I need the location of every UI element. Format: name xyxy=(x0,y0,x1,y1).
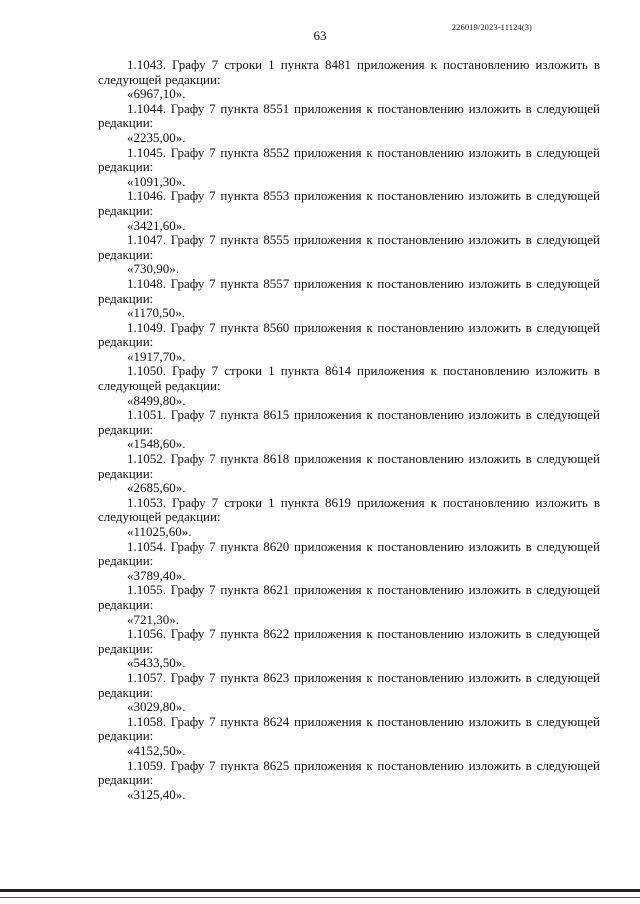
amendment-item xyxy=(98,408,600,452)
amendment-value: «1548,60». xyxy=(127,436,186,452)
amendment-text: 1.1057. Графу 7 пункта 8623 приложения к постановлению изложить в следующей редакции: xyxy=(98,669,600,700)
amendment-item xyxy=(98,496,600,540)
amendment-text: 1.1046. Графу 7 пункта 8553 приложения к постановлению изложить в следующей редакции: xyxy=(98,188,600,218)
amendment-text: 1.1053. Графу 7 строки 1 пункта 8619 приложения к постановлению изложить в следующей редакции: xyxy=(98,494,600,525)
amendment-text: 1.1049. Графу 7 пункта 8560 приложения к постановлению изложить в следующей редакции: xyxy=(98,319,600,350)
amendment-text: 1.1052. Графу 7 пункта 8618 приложения к постановлению изложить в следующей редакции: xyxy=(98,451,600,481)
amendment-value: «2235,00». xyxy=(127,129,186,145)
amendment-text: 1.1047. Графу 7 пункта 8555 приложения к постановлению изложить в следующей редакции: xyxy=(98,232,600,262)
document-body xyxy=(98,58,600,802)
amendment-value: «4152,50». xyxy=(127,742,186,758)
amendment-value: «11025,60». xyxy=(127,524,192,539)
amendment-value: «6967,10». xyxy=(127,86,186,102)
scan-edge-line xyxy=(0,897,640,898)
amendment-item xyxy=(98,58,600,102)
amendment-value: «2685,60». xyxy=(127,480,186,496)
amendment-item xyxy=(98,540,600,584)
amendment-item xyxy=(98,364,600,408)
amendment-value: «3421,60». xyxy=(127,217,186,233)
amendment-text: 1.1059. Графу 7 пункта 8625 приложения к постановлению изложить в следующей редакции: xyxy=(98,757,600,788)
page-number: 63 xyxy=(313,28,327,43)
amendment-value: «721,30». xyxy=(127,611,179,627)
amendment-item xyxy=(98,583,600,627)
amendment-item xyxy=(98,715,600,759)
amendment-value: «1170,50». xyxy=(127,305,186,321)
scan-edge-line xyxy=(0,889,640,892)
amendment-value: «730,90». xyxy=(127,261,179,277)
amendment-text: 1.1055. Графу 7 пункта 8621 приложения к постановлению изложить в следующей редакции: xyxy=(98,582,600,612)
amendment-text: 1.1051. Графу 7 пункта 8615 приложения к постановлению изложить в следующей редакции: xyxy=(98,407,600,437)
amendment-item xyxy=(98,146,600,190)
amendment-item xyxy=(98,452,600,496)
amendment-value: «3029,80». xyxy=(127,699,186,715)
amendment-text: 1.1056. Графу 7 пункта 8622 приложения к постановлению изложить в следующей редакции: xyxy=(98,626,600,656)
amendment-item xyxy=(98,671,600,715)
amendment-value: «5433,50». xyxy=(127,655,186,671)
amendment-item xyxy=(98,627,600,671)
document-id: 226019/2023-11124(3) xyxy=(451,22,532,32)
amendment-item xyxy=(98,277,600,321)
amendment-text: 1.1045. Графу 7 пункта 8552 приложения к постановлению изложить в следующей редакции: xyxy=(98,144,600,175)
amendment-value: «1091,30». xyxy=(127,173,186,189)
amendment-item xyxy=(98,233,600,277)
amendment-text: 1.1048. Графу 7 пункта 8557 приложения к постановлению изложить в следующей редакции: xyxy=(98,275,600,306)
amendment-text: 1.1050. Графу 7 строки 1 пункта 8614 приложения к постановлению изложить в следующей редакции: xyxy=(98,363,600,394)
amendment-text: 1.1054. Графу 7 пункта 8620 приложения к постановлению изложить в следующей редакции: xyxy=(98,538,600,569)
amendment-text: 1.1058. Графу 7 пункта 8624 приложения к постановлению изложить в следующей редакции: xyxy=(98,713,600,744)
amendment-text: 1.1044. Графу 7 пункта 8551 приложения к постановлению изложить в следующей редакции: xyxy=(98,100,600,131)
amendment-item xyxy=(98,759,600,803)
amendment-item xyxy=(98,102,600,146)
amendment-value: «3789,40». xyxy=(127,567,186,583)
amendment-text: 1.1043. Графу 7 строки 1 пункта 8481 приложения к постановлению изложить в следующей редакции: xyxy=(98,57,600,87)
amendment-value: «8499,80». xyxy=(127,392,186,408)
amendment-value: «1917,70». xyxy=(127,348,186,364)
amendment-item xyxy=(98,189,600,233)
amendment-value: «3125,40». xyxy=(127,786,186,802)
amendment-item xyxy=(98,321,600,365)
